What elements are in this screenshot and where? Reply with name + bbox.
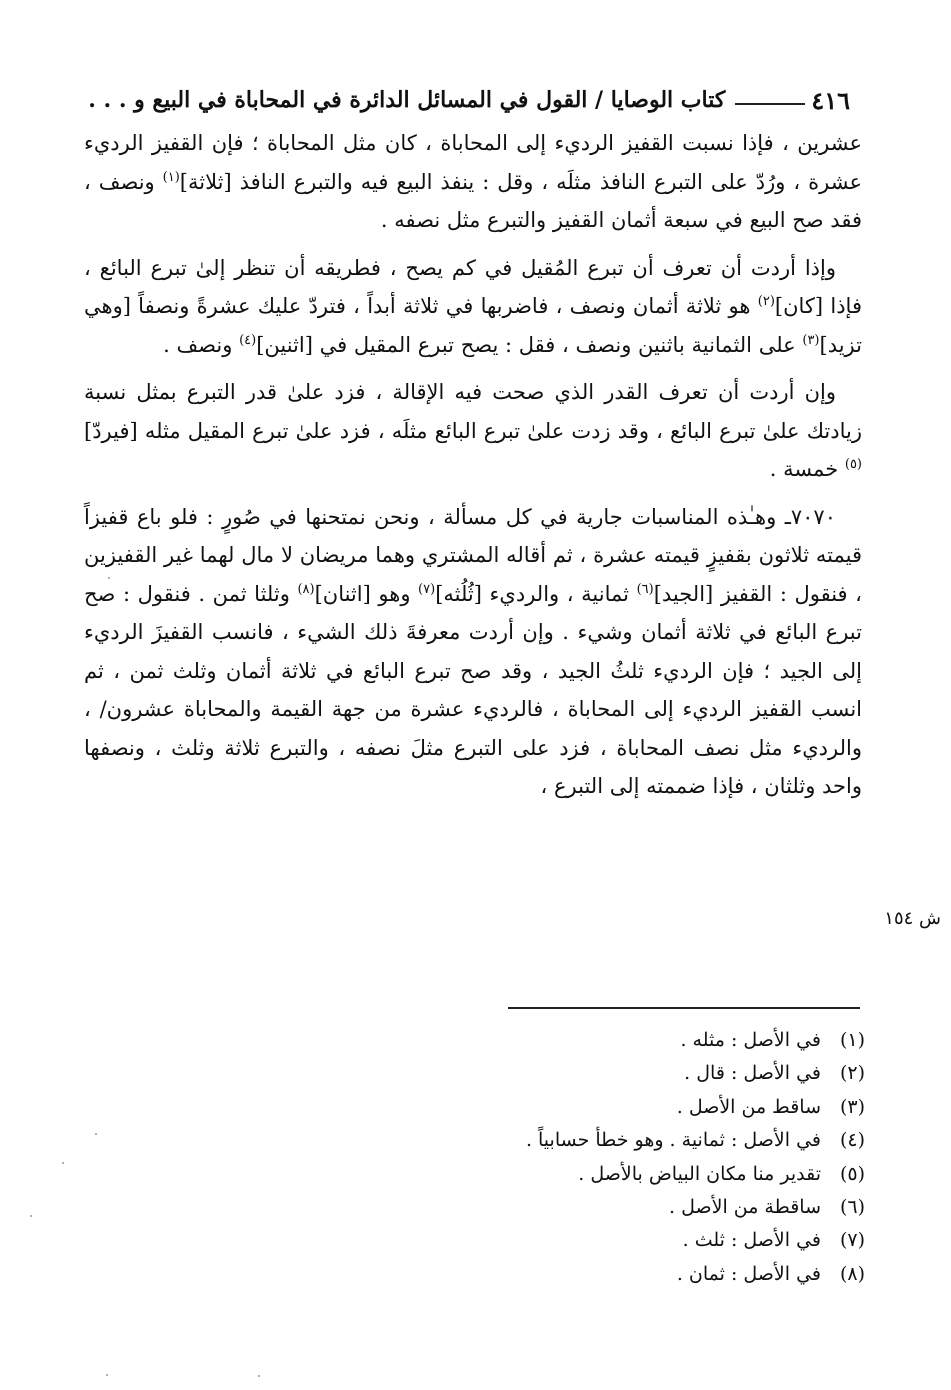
footnote-separator [508, 1007, 860, 1009]
footnote-item [405, 1057, 865, 1090]
footnote-text: تقدير منا مكان البياض بالأصل . [578, 1162, 821, 1185]
footnote-number: (٤) [839, 1129, 865, 1152]
footnote-ref[interactable]: (٣) [802, 332, 820, 348]
footnote-number: (٣) [839, 1095, 865, 1118]
paragraph-text: وإذا أردت أن تعرف أن تبرع المُقيل في كم يصح ، فطريقه أن تنظر إلىٰ تبرع البائع ، فإذا [كان] [84, 255, 862, 318]
paragraph [84, 124, 862, 240]
footnote-ref[interactable]: (١) [162, 169, 180, 185]
paragraph-text: وإن أردت أن تعرف القدر الذي صحت فيه الإقالة ، فزد علىٰ قدر التبرع بمثل نسبة زيادتك علىٰ تبرع البائع ، وقد زدت علىٰ تبرع البائع مثلَه ، فزد علىٰ تبرع المقيل مثله [فيردّ] [84, 380, 862, 443]
footnote-text: في الأصل : قال . [684, 1062, 821, 1085]
paragraph-text: ونصف ، فقد صح البيع في سبعة أثمان القفيز والتبرع مثل نصفه . [84, 169, 862, 232]
paragraph [84, 373, 862, 489]
paragraph-text: هو ثلاثة أثمان ونصف ، فاضربها في ثلاثة أبداً ، فتردّ عليك عشرةً ونصفاً [وهي تزيد] [84, 294, 862, 357]
footnote-text: في الأصل : ثمان . [676, 1262, 821, 1285]
header-rule [735, 103, 805, 105]
paragraph-text: عشرين ، فإذا نسبت القفيز الرديء إلى المحاباة ، كان مثل المحاباة ؛ فإن القفيز الرديء عشرة ، ورُدّ على التبرع النافذ مثلَه ، وقل : ينفذ البيع فيه والتبرع النافذ [ثلاثة] [84, 131, 862, 194]
footnote-item [405, 1224, 865, 1257]
footnote-number: (٥) [839, 1162, 865, 1185]
footnote-item [405, 1158, 865, 1191]
paragraph-text: ونصف . [163, 332, 240, 357]
paragraph-text: على الثمانية باثنين ونصف ، فقل : يصح تبرع المقيل في [اثنين] [256, 332, 803, 357]
footnote-number: (٢) [839, 1062, 865, 1085]
footnote-ref[interactable]: (٥) [844, 457, 862, 472]
footnote-ref[interactable]: (٤) [239, 332, 257, 348]
footnote-item [405, 1258, 865, 1291]
footnote-text: في الأصل : مثله . [680, 1029, 821, 1051]
running-title: كتاب الوصايا / القول في المسائل الدائرة في المحاباة في البيع و . . . [88, 87, 726, 113]
page-number: ٤١٦ [811, 85, 850, 115]
margin-note: ش ١٥٤ [884, 908, 941, 929]
footnote-item [405, 1024, 865, 1057]
footnote-ref[interactable]: (٢) [757, 294, 775, 309]
paragraph [84, 498, 862, 806]
footnote-ref[interactable]: (٧) [418, 581, 436, 597]
footnotes-list [405, 1024, 865, 1291]
footnote-text: في الأصل : ثلث . [682, 1229, 821, 1252]
footnote-number: (٦) [839, 1196, 865, 1219]
paragraph-text: ثمانية ، والرديء [ثُلُثه] [435, 581, 637, 606]
footnote-number: (٧) [839, 1229, 865, 1252]
footnote-ref[interactable]: (٦) [636, 581, 654, 597]
paragraph-text: وهو [اثنان] [314, 581, 419, 606]
paragraph-text: ٧٠٧٠ـ وهـٰذه المناسبات جارية في كل مسألة ، ونحن نمتحنها في صُورٍ : فلو باع قفيزاً قيمته ثلاثون بقفيزٍ قيمته عشرة ، ثم أقاله المشتري وهما مريضان لا مال لهما غير القفيزين ، فنقول : القفيز [الجيد] [84, 504, 862, 606]
footnote-text: ساقطة من الأصل . [669, 1196, 821, 1219]
footnote-number: (١) [839, 1029, 865, 1051]
main-text [84, 124, 862, 815]
footnote-text: في الأصل : ثمانية . وهو خطأ حسابياً . [525, 1129, 821, 1152]
footnote-ref[interactable]: (٨) [297, 581, 315, 597]
paragraph-text: وثلثا ثمن . فنقول : صح تبرع البائع في ثلاثة أثمان وشيء . وإن أردت معرفةَ ذلك الشيء ، فانسب القفيزَ الرديء إلى الجيد ؛ فإن الرديء ثلثُ الجيد ، وقد صح تبرع البائع في ثلاثة أثمان وثلث ثمن ، ثم انسب القفيز الرديء إلى المحاباة ، فالرديء عشرة من جهة القيمة والمحاباة عشرون/ ، والرديء مثل نصف المحاباة ، فزد على التبرع مثلَ نصفه ، والتبرع ثلاثة وثلث ، ونصفها واحد وثلثان ، فإذا ضممته إلى التبرع ، [84, 581, 862, 798]
footnote-item [405, 1124, 865, 1157]
footnote-text: ساقط من الأصل . [676, 1095, 821, 1118]
running-header [60, 80, 850, 120]
footnote-number: (٨) [839, 1262, 865, 1285]
paragraph [84, 249, 862, 365]
footnote-item [405, 1191, 865, 1224]
footnote-item [405, 1091, 865, 1124]
paragraph-text: خمسة . [769, 457, 845, 481]
